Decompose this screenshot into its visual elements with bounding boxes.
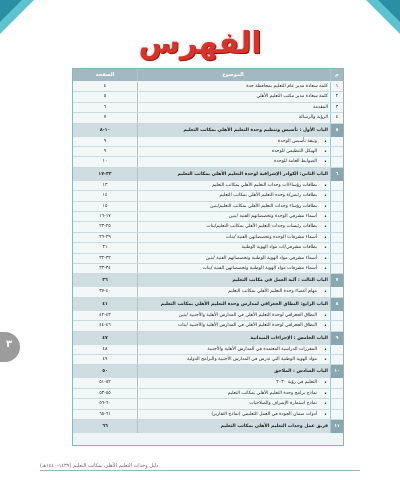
table-row xyxy=(73,410,343,420)
row-topic-text: أدوات ضمان الجودة في العمل التعليمي (نماذج التقارير) xyxy=(211,411,317,417)
row-topic xyxy=(137,157,331,166)
row-topic xyxy=(137,181,331,190)
chapter-row xyxy=(73,298,343,311)
row-topic-text: أسماء مشرفات الوحدة وتخصصاتهن الفنية /بنات xyxy=(225,234,317,240)
row-topic-text: الباب الثالث : آلية العمل في مكاتب التعليم xyxy=(232,278,328,284)
row-page: ٥٢-٥١ xyxy=(99,380,111,386)
row-index: ٤ xyxy=(330,113,343,122)
row-page: ٥ xyxy=(103,94,107,100)
bullet-icon: • xyxy=(324,214,327,220)
row-page: ٣١ xyxy=(102,245,108,251)
table-row xyxy=(73,181,343,191)
row-page: ٦٠-٥٦ xyxy=(99,401,111,407)
row-index: ١٠ xyxy=(330,365,343,378)
row-topic-text: أسماء مشرفي مواد الهوية الوطنية وتخصصاتهم الفنية /بنين xyxy=(205,255,317,261)
row-page: ٤١ xyxy=(102,301,108,307)
table-row xyxy=(73,113,343,123)
row-topic xyxy=(137,311,331,320)
bullet-icon: • xyxy=(324,323,327,330)
row-topic xyxy=(137,389,331,398)
table-row xyxy=(73,222,343,232)
row-topic xyxy=(137,332,331,345)
row-topic xyxy=(137,365,331,378)
row-index: ٦ xyxy=(330,168,343,181)
row-topic-text: الباب السادس : الملاحق xyxy=(274,369,328,375)
row-topic xyxy=(137,287,331,296)
row-page: ٢٥-٢٣ xyxy=(99,224,111,230)
row-topic xyxy=(137,124,331,137)
row-topic xyxy=(137,345,331,354)
row-topic xyxy=(137,202,331,211)
row-index xyxy=(330,157,343,166)
row-topic xyxy=(137,264,331,273)
bullet-icon: • xyxy=(324,380,327,387)
row-index: ٢ xyxy=(330,92,343,101)
row-index: ٧ xyxy=(330,274,343,287)
chapter-row xyxy=(73,332,343,345)
row-index xyxy=(330,321,343,330)
row-topic-text: الباب الخامس : الإجراءات الميدانية xyxy=(250,335,328,341)
row-index xyxy=(330,410,343,419)
header-topic: الموضوع xyxy=(137,69,331,81)
row-page: ٤٦-٤٤ xyxy=(99,323,111,329)
row-page: ٢٩-٢٦ xyxy=(99,234,111,240)
row-topic-text: مواد الهوية الوطنية التي تدرس في المدارس الأجنبية والبرامج الدولية xyxy=(187,357,317,362)
row-index xyxy=(330,345,343,354)
row-index xyxy=(330,181,343,190)
row-topic-text: أسماء مشرفات مواد الهوية الوطنية وتخصصاتهن الفنية /بنات xyxy=(202,266,317,271)
row-topic xyxy=(137,321,331,330)
chapter-row xyxy=(73,168,343,181)
table-row xyxy=(73,264,343,274)
row-topic xyxy=(137,233,331,242)
row-page: ٥٥-٥٣ xyxy=(99,390,111,396)
row-index xyxy=(330,243,343,252)
bullet-icon: • xyxy=(324,159,327,166)
row-index xyxy=(330,264,343,273)
row-topic-text: أسماء مشرفي الوحدة وتخصصاتهم الفنية /بنين xyxy=(228,214,317,219)
row-page: ٩ xyxy=(103,149,107,154)
row-index xyxy=(330,378,343,387)
row-topic xyxy=(137,92,331,101)
row-page: ٤٣-٤٢ xyxy=(99,312,111,318)
bullet-icon: • xyxy=(324,245,327,252)
row-page: ٤٨ xyxy=(102,346,108,352)
row-index xyxy=(330,147,343,156)
row-topic-text: بطاقات رؤساء وحدات التعليم الأهلي بمكاتب التعليم/بنين xyxy=(210,203,317,209)
row-topic-text: الباب الرابع: النطاق الجغرافي لمدارس وحدة التعليم الأهلي بمكاتب التعليم xyxy=(160,301,328,307)
row-page: ٦ xyxy=(103,104,107,110)
row-page: ٣٢-٣٢ xyxy=(99,255,111,261)
row-index xyxy=(330,191,343,200)
row-topic-text: كلمة سعادة مدير عام التعليم بمحافظة جدة xyxy=(246,84,328,89)
row-page: ٦١-٦٥ xyxy=(99,411,111,417)
table-row xyxy=(73,243,343,253)
page-number: ٣ xyxy=(5,339,13,350)
row-topic xyxy=(137,113,331,122)
table-row xyxy=(73,399,343,409)
row-index xyxy=(330,254,343,263)
table-row xyxy=(73,389,343,399)
row-index xyxy=(330,202,343,211)
table-of-contents xyxy=(72,68,344,446)
row-topic-text: فريق عمل وحدات التعليم الأهلي بمكاتب التعليم xyxy=(220,424,328,429)
chapter-row xyxy=(73,274,343,287)
bullet-icon: • xyxy=(324,234,327,241)
row-index: ٨ xyxy=(330,298,343,311)
row-index: ١١ xyxy=(330,420,343,433)
row-index xyxy=(330,212,343,221)
row-page: ٤٠-٣٧ xyxy=(99,289,111,295)
row-index: ١ xyxy=(330,82,343,91)
corner-decoration-right-inner xyxy=(378,0,400,22)
row-page: ٩ xyxy=(103,138,107,144)
row-topic-text: بطاقات رؤساء/ات وحدات التعليم الأهلي بمكاتب التعليم xyxy=(211,182,317,188)
row-topic xyxy=(137,420,331,433)
row-topic-text: بطاقات رئيسات وحدات التعليم الأهلي بمكاتب التعليم/بنات xyxy=(206,224,317,230)
row-index xyxy=(330,233,343,242)
table-row xyxy=(73,233,343,243)
row-topic-text: نماذج برامج وحدة التعليم الأهلي بمكاتب التعليم xyxy=(227,390,317,396)
table-row xyxy=(73,137,343,147)
row-index xyxy=(330,311,343,320)
corner-decoration-left-inner xyxy=(0,0,22,22)
row-topic-text: كلمة سعادة مدير مكتب التعليم الأهلي xyxy=(256,94,328,100)
row-index xyxy=(330,399,343,408)
header-page: الصفحة xyxy=(95,72,115,78)
table-row xyxy=(73,202,343,212)
page-title: الفهرس xyxy=(138,26,262,61)
row-topic-text: مهام أعضاء وحدة التعليم الأهلي بمكاتب التعليم xyxy=(228,289,317,295)
row-topic xyxy=(137,191,331,200)
table-row xyxy=(73,103,343,113)
row-page: ٥٠ xyxy=(102,369,108,375)
row-index xyxy=(330,137,343,146)
chapter-row xyxy=(73,124,343,137)
table-row xyxy=(73,82,343,92)
row-page: ١٥ xyxy=(102,203,108,209)
row-topic xyxy=(137,399,331,408)
bullet-icon: • xyxy=(324,182,327,189)
bullet-icon: • xyxy=(324,390,327,397)
table-row xyxy=(73,212,343,222)
bullet-icon: • xyxy=(324,193,327,200)
row-topic xyxy=(137,168,331,181)
row-topic xyxy=(137,222,331,231)
row-index: ٥ xyxy=(330,124,343,137)
bullet-icon: • xyxy=(324,203,327,210)
row-topic-text: الباب الأول : تأسيس وتنظيم وحدة التعليم الأهلي بمكاتب التعليم xyxy=(183,127,328,133)
row-page: ٤٧ xyxy=(102,335,108,341)
row-page: ٣٣-١٧ xyxy=(98,171,112,177)
row-index: ٩ xyxy=(330,332,343,345)
row-index xyxy=(330,222,343,231)
row-topic xyxy=(137,254,331,263)
bullet-icon: • xyxy=(324,255,327,262)
row-topic xyxy=(137,212,331,221)
row-page: ١٣ xyxy=(102,182,108,188)
bullet-icon: • xyxy=(324,411,327,418)
table-row xyxy=(73,191,343,201)
row-topic-text: النطاق الجغرافي لوحدة التعليم الأهلي في المدارس الأهلية والأجنبية /بنات xyxy=(177,323,317,329)
table-row xyxy=(73,345,343,355)
row-topic xyxy=(137,82,331,91)
row-page: ٦٦ xyxy=(102,424,108,429)
chapter-row xyxy=(73,365,343,378)
row-index xyxy=(330,355,343,364)
row-page: ٤٩ xyxy=(102,357,108,362)
row-index: ٣ xyxy=(330,103,343,112)
footer-text: دليل وحدات التعليم الأهلي بمكاتب التعليم (١٤٣٩-١٤٤٠هـ) xyxy=(40,463,159,469)
footer-divider xyxy=(40,470,360,471)
row-topic-text: الرؤية والرسالة xyxy=(298,115,328,121)
bullet-icon: • xyxy=(324,312,327,319)
row-page: ٧ xyxy=(103,115,107,121)
row-topic-text: الهيكل التنظيمي للوحدة xyxy=(271,149,317,154)
bullet-icon: • xyxy=(324,138,327,145)
row-page: ٤ xyxy=(103,84,107,89)
bullet-icon: • xyxy=(324,289,327,296)
row-page: ١٤ xyxy=(102,193,108,199)
table-row xyxy=(73,157,343,167)
table-row xyxy=(73,321,343,331)
row-topic xyxy=(137,355,331,364)
row-topic-text: الضوابط العامة للوحدة xyxy=(273,159,317,165)
row-topic-text: الباب الثاني: الكوادر الإشرافية لوحدة التعليم الأهلي بمكاتب التعليم xyxy=(177,171,328,177)
row-page: ٣٦ xyxy=(102,278,108,284)
bullet-icon: • xyxy=(324,357,327,363)
row-topic-text: بطاقات رئيس/ة وحدة التعليم الأهلي بمكاتب التعليم xyxy=(219,193,317,199)
table-header xyxy=(73,69,343,81)
row-topic xyxy=(137,243,331,252)
row-topic-text: المقدمة xyxy=(313,104,328,110)
bullet-icon: • xyxy=(324,401,327,408)
bullet-icon: • xyxy=(324,224,327,231)
bullet-icon: • xyxy=(324,346,327,353)
table-row xyxy=(73,378,343,388)
row-page: ١٧-١٦ xyxy=(99,214,111,219)
row-topic-text: وثيقة تأسيس الوحدة xyxy=(277,138,317,144)
table-row xyxy=(73,92,343,102)
bullet-icon: • xyxy=(324,149,327,155)
table-row xyxy=(73,355,343,365)
row-page: ٣٤-٣٣ xyxy=(99,266,111,271)
table-row xyxy=(73,147,343,157)
row-index xyxy=(330,287,343,296)
row-topic-text: بطاقات مشرفي/ات مواد الهوية الوطنية xyxy=(241,245,317,251)
row-page: ١٠-٨ xyxy=(99,127,111,133)
row-index xyxy=(330,389,343,398)
row-topic-text: النطاق الجغرافي لوحدة التعليم الأهلي في المدارس الأهلية والأجنبية /بنين xyxy=(178,312,317,318)
table-row xyxy=(73,287,343,297)
row-topic xyxy=(137,274,331,287)
bullet-icon: • xyxy=(324,266,327,272)
row-topic-text: نماذج استمارة الإشراف والصلاحيات xyxy=(249,401,317,407)
table-row xyxy=(73,254,343,264)
row-topic xyxy=(137,147,331,156)
row-page: ١٠ xyxy=(102,159,108,165)
row-topic xyxy=(137,137,331,146)
header-index: م xyxy=(330,69,343,81)
chapter-row xyxy=(73,420,343,433)
row-topic-text: المقررات الدراسية المعتمدة في المدارس الأهلية والأجنبية xyxy=(207,346,317,352)
row-topic xyxy=(137,298,331,311)
row-topic xyxy=(137,410,331,419)
row-topic xyxy=(137,378,331,387)
row-topic xyxy=(137,103,331,112)
table-row xyxy=(73,311,343,321)
row-topic-text: التعليم في رؤية ٢٠٣٠ xyxy=(276,380,317,386)
